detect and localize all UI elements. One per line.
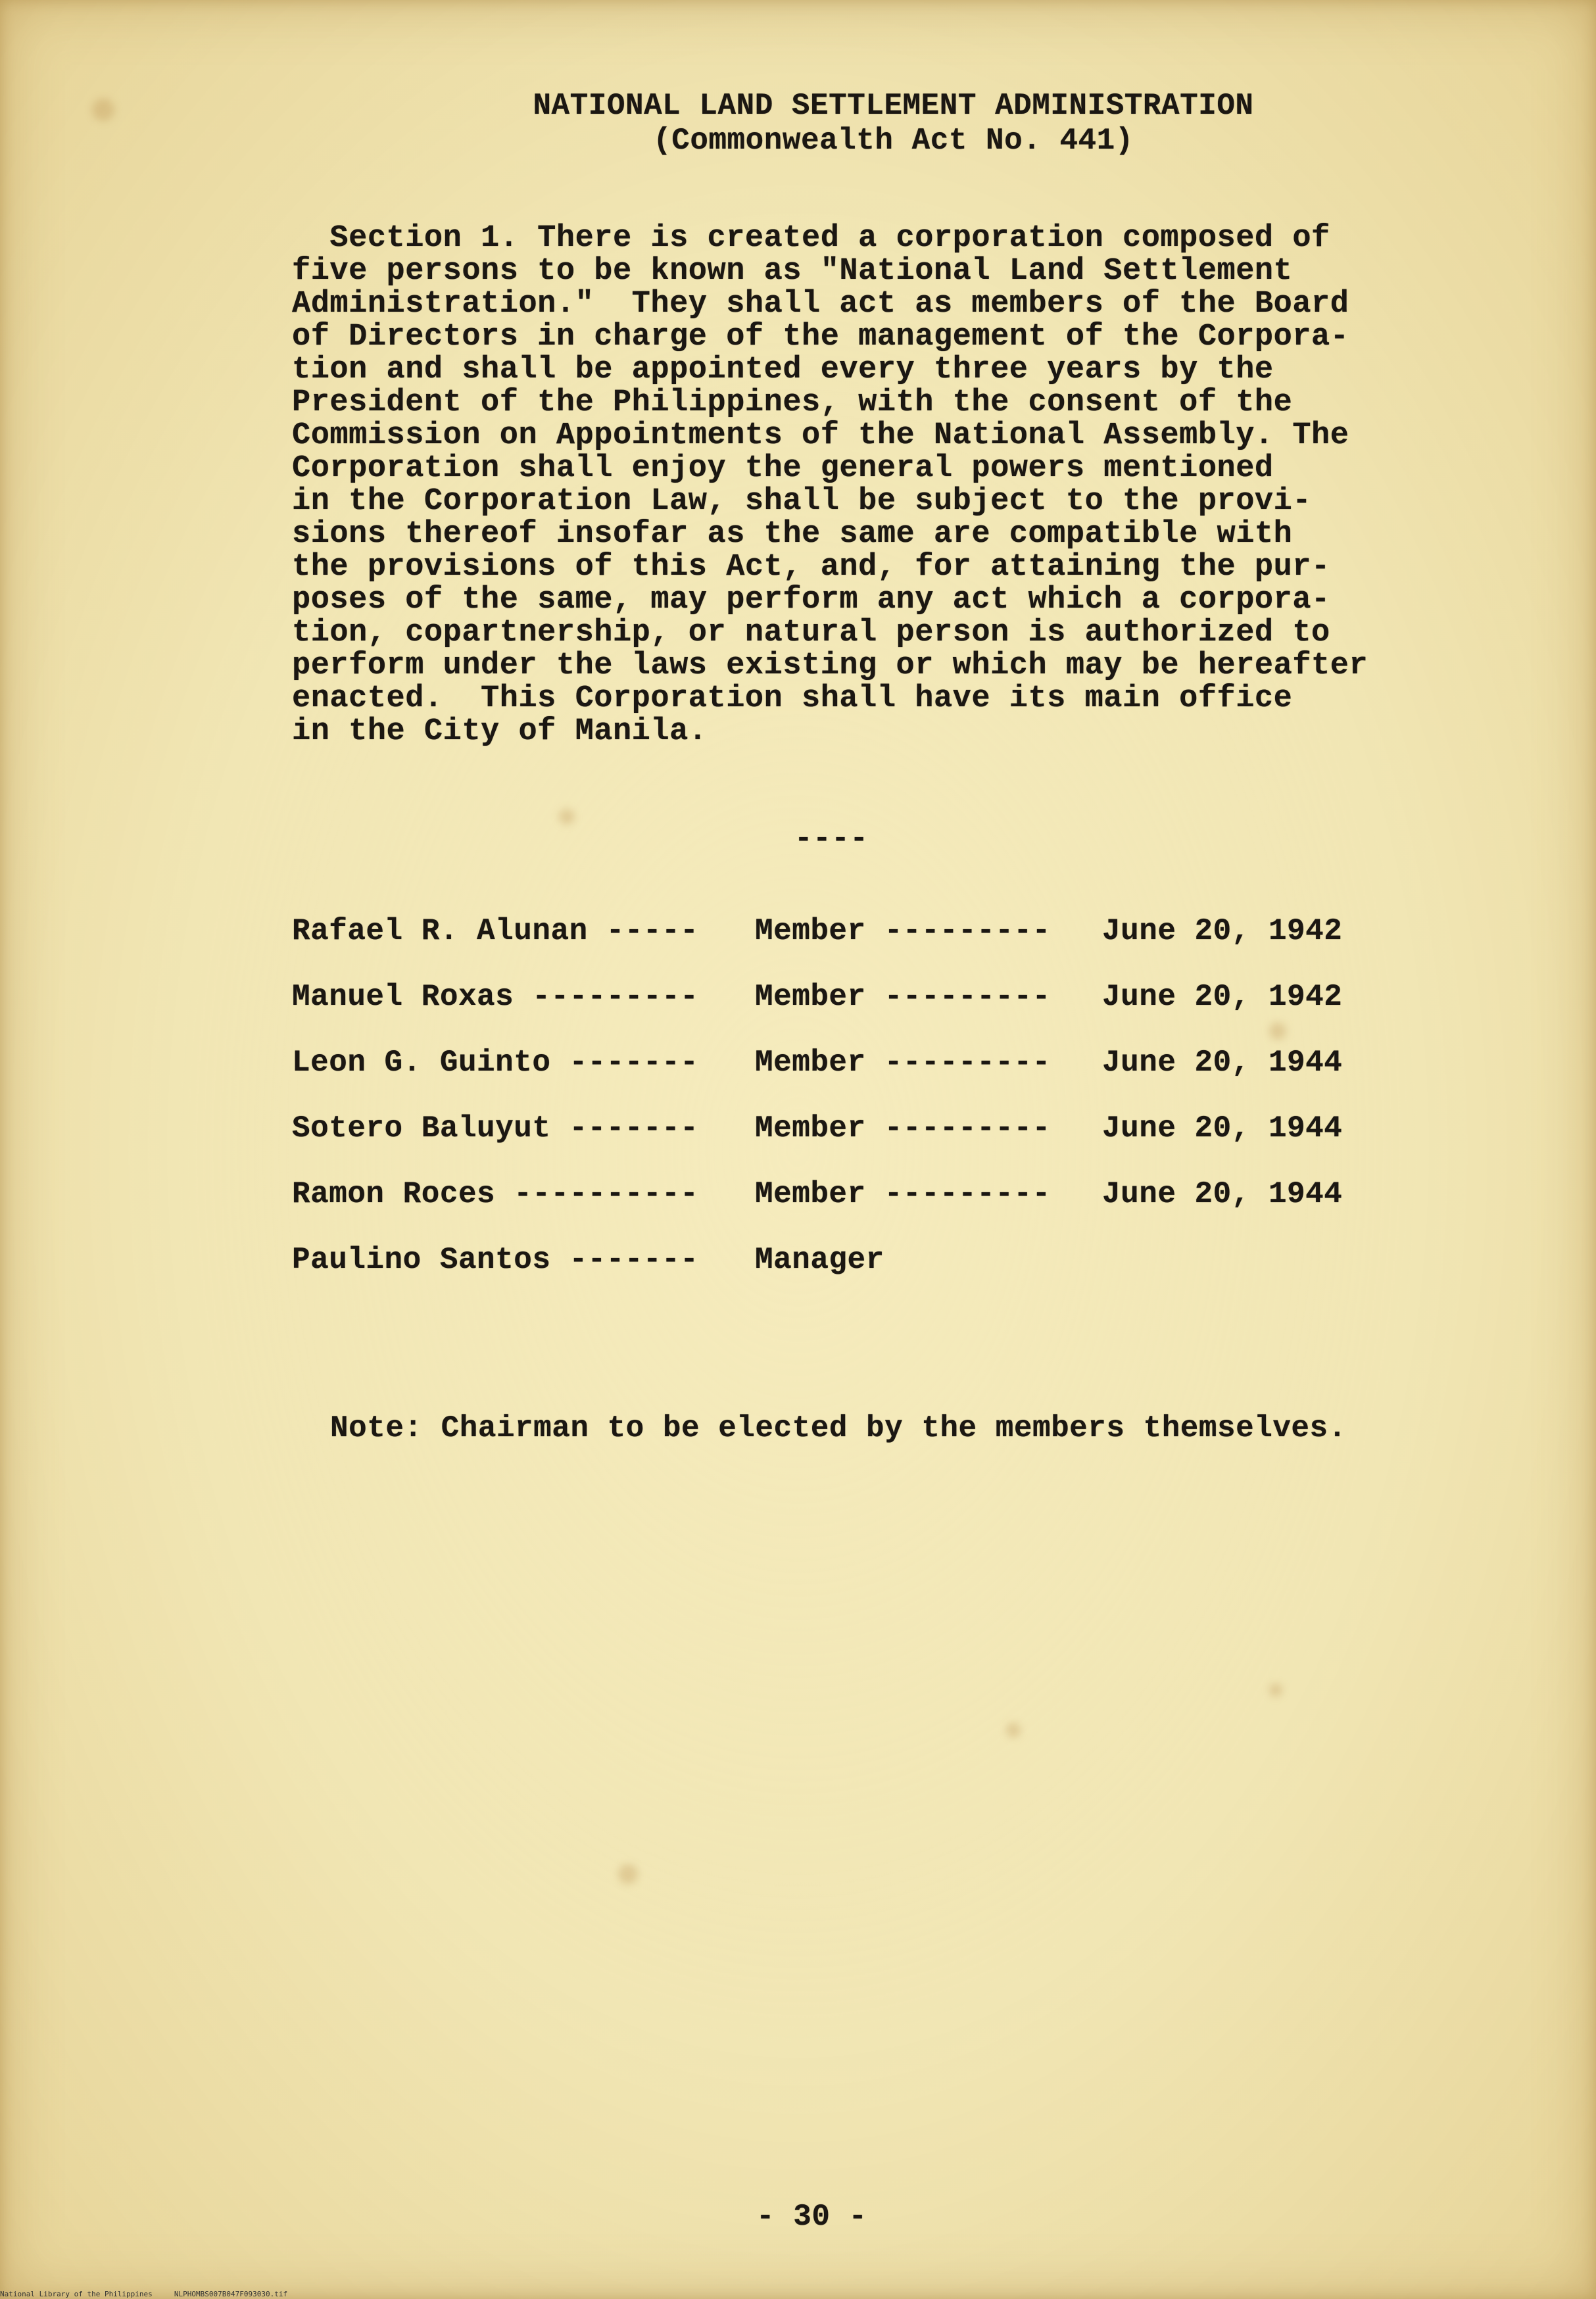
member-date: June 20, 1944 xyxy=(1102,1177,1343,1211)
paragraph-line: poses of the same, may perform any act which a corpora- xyxy=(292,583,1330,617)
chairman-note: Note: Chairman to be elected by the members themselves. xyxy=(330,1411,1347,1445)
member-name: Leon G. Guinto ------- xyxy=(292,1046,699,1080)
paragraph-line: Section 1. There is created a corporation composed of xyxy=(292,221,1330,256)
member-role: Member --------- xyxy=(755,1111,1051,1146)
separator-dashes: ---- xyxy=(794,822,869,856)
scan-credit: National Library of the Philippines NLPHOMBS007B047F093030.tif xyxy=(0,2290,288,2298)
paragraph-line: tion and shall be appointed every three years by the xyxy=(292,352,1274,387)
paragraph-line: tion, copartnership, or natural person is authorized to xyxy=(292,616,1330,650)
member-role: Member --------- xyxy=(755,914,1051,948)
member-role: Member --------- xyxy=(755,1177,1051,1211)
paper-stain xyxy=(618,1864,638,1884)
member-date: June 20, 1944 xyxy=(1102,1046,1343,1080)
paper-stain xyxy=(559,809,575,825)
member-role: Manager xyxy=(755,1243,884,1277)
member-role: Member --------- xyxy=(755,1046,1051,1080)
paragraph-line: President of the Philippines, with the consent of the xyxy=(292,385,1293,420)
member-role: Member --------- xyxy=(755,980,1051,1014)
paragraph-line: Corporation shall enjoy the general powers mentioned xyxy=(292,451,1274,486)
paragraph-line: the provisions of this Act, and, for attaining the pur- xyxy=(292,550,1330,585)
paragraph-line: sions thereof insofar as the same are compatible with xyxy=(292,517,1293,552)
paragraph-line: perform under the laws existing or which may be hereafter xyxy=(292,648,1368,683)
paper-stain xyxy=(1269,1023,1286,1040)
paragraph-line: in the City of Manila. xyxy=(292,714,708,749)
member-date: June 20, 1942 xyxy=(1102,914,1343,948)
page-number: - 30 - xyxy=(756,2200,867,2234)
member-name: Sotero Baluyut ------- xyxy=(292,1111,699,1146)
paragraph-line: Commission on Appointments of the National Assembly. The xyxy=(292,418,1349,453)
document-subtitle: (Commonwealth Act No. 441) xyxy=(653,124,1134,158)
paragraph-line: five persons to be known as "National Land Settlement xyxy=(292,254,1293,289)
member-name: Paulino Santos ------- xyxy=(292,1243,699,1277)
paragraph-line: Administration." They shall act as members of the Board xyxy=(292,287,1349,322)
paragraph-line: in the Corporation Law, shall be subject to the provi- xyxy=(292,484,1312,519)
paper-stain xyxy=(1006,1723,1021,1737)
member-name: Rafael R. Alunan ----- xyxy=(292,914,699,948)
member-date: June 20, 1944 xyxy=(1102,1111,1343,1146)
document-title: NATIONAL LAND SETTLEMENT ADMINISTRATION xyxy=(533,89,1254,123)
paragraph-line: enacted. This Corporation shall have its main office xyxy=(292,681,1293,716)
member-name: Ramon Roces ---------- xyxy=(292,1177,699,1211)
paper-stain xyxy=(1269,1683,1282,1697)
member-date: June 20, 1942 xyxy=(1102,980,1343,1014)
paragraph-line: of Directors in charge of the management of the Corpora- xyxy=(292,320,1349,354)
member-name: Manuel Roxas --------- xyxy=(292,980,699,1014)
